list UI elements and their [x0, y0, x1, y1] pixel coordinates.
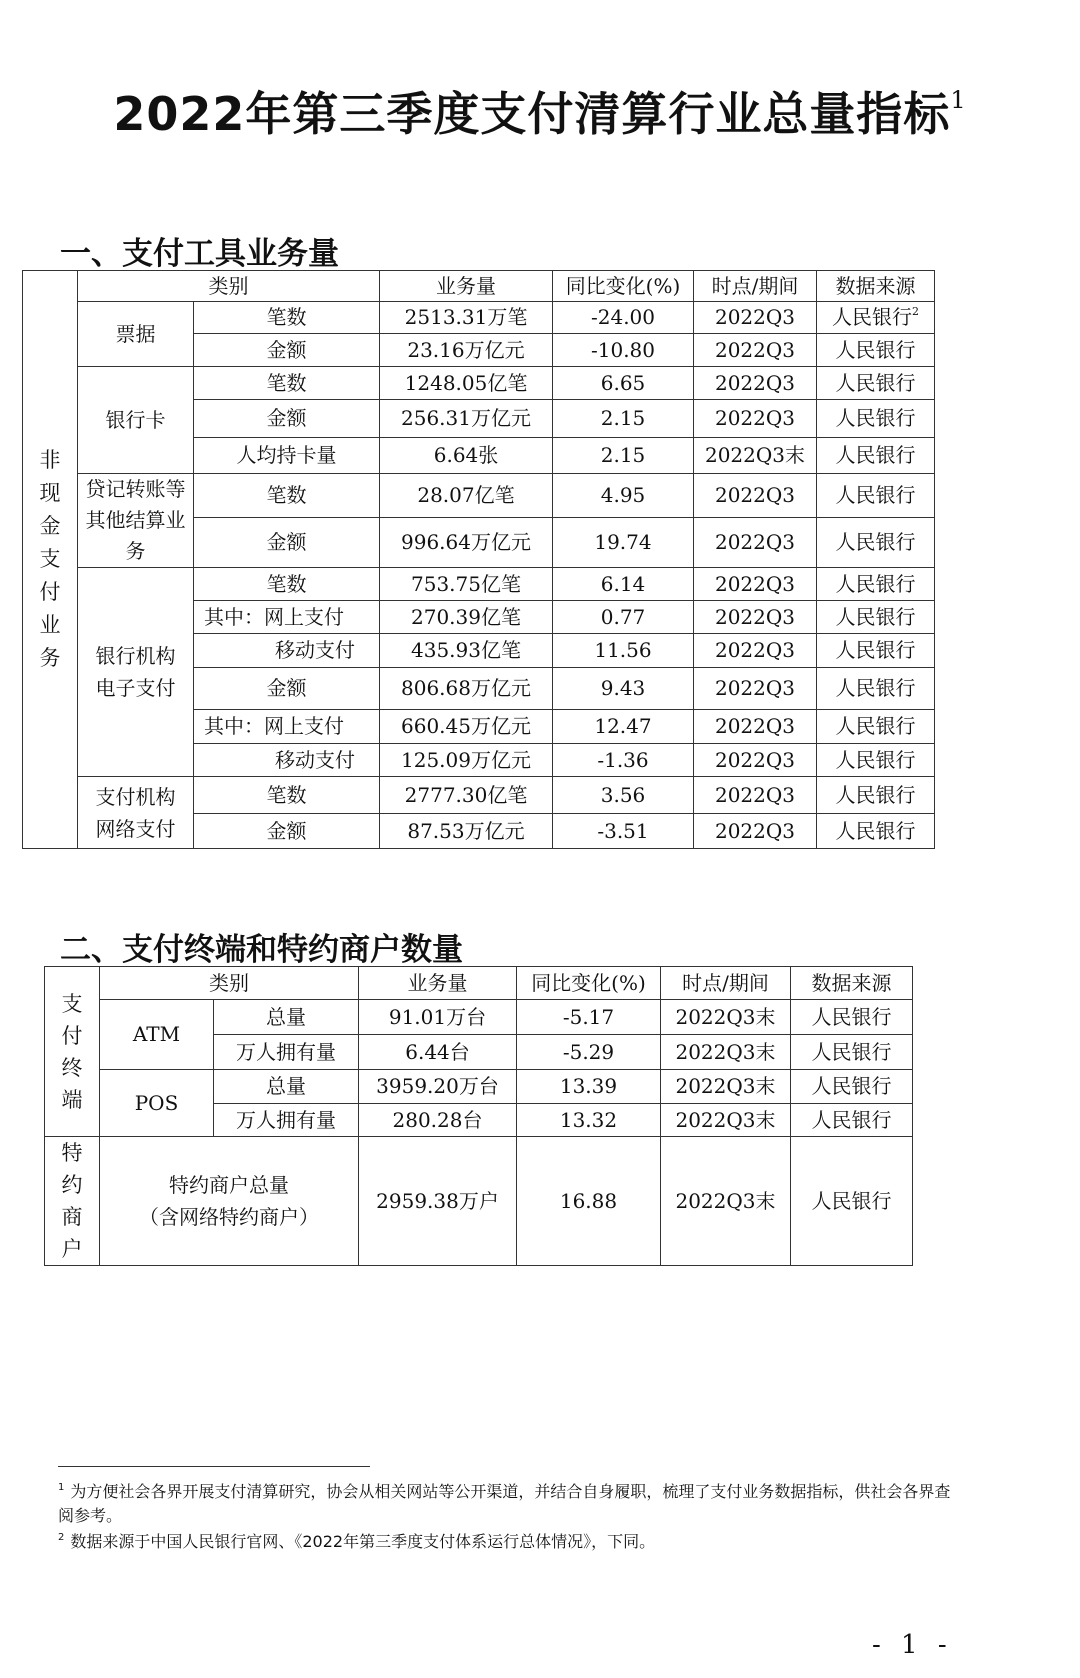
header-source: 数据来源 [791, 967, 913, 1000]
header-yoy: 同比变化(%) [517, 967, 661, 1000]
row-volume: 23.16万亿元 [380, 334, 553, 367]
row-volume: 270.39亿笔 [380, 601, 553, 634]
header-category: 类别 [78, 271, 380, 302]
row-period: 2022Q3 [694, 334, 817, 367]
row-source: 人民银行 [817, 668, 935, 710]
side-label: 非 现 金 支 付 业 务 [23, 271, 78, 849]
row-item: 笔数 [194, 568, 380, 601]
row-yoy: 4.95 [553, 474, 694, 518]
row-item: 金额 [194, 334, 380, 367]
row-item: 人均持卡量 [194, 438, 380, 474]
row-volume: 28.07亿笔 [380, 474, 553, 518]
row-source: 人民银行$^2$ [817, 302, 935, 334]
row-yoy: 11.56 [553, 634, 694, 668]
group-label: 银行卡 [78, 367, 194, 474]
row-yoy: -5.17 [517, 1000, 661, 1035]
row-volume: 280.28台 [359, 1104, 517, 1137]
row-volume: 435.93亿笔 [380, 634, 553, 668]
row-source: 人民银行 [817, 710, 935, 744]
row-volume: 6.64张 [380, 438, 553, 474]
row-source: 人民银行 [817, 334, 935, 367]
row-source: 人民银行 [817, 518, 935, 568]
row-volume: 2513.31万笔 [380, 302, 553, 334]
row-volume: 2959.38万户 [359, 1137, 517, 1266]
header-volume: 业务量 [359, 967, 517, 1000]
row-item: 万人拥有量 [214, 1104, 359, 1137]
header-source: 数据来源 [817, 271, 935, 302]
row-source: 人民银行 [817, 568, 935, 601]
header-volume: 业务量 [380, 271, 553, 302]
page-title: 2022年第三季度支付清算行业总量指标$^1$ [113, 86, 967, 141]
row-period: 2022Q3末 [661, 1137, 791, 1266]
row-source: 人民银行 [817, 634, 935, 668]
row-yoy: 2.15 [553, 438, 694, 474]
payment-tools-table [22, 270, 935, 849]
group-label: 贷记转账等其他结算业务 [78, 474, 194, 568]
group-label: 票据 [78, 302, 194, 367]
row-period: 2022Q3 [694, 777, 817, 814]
row-period: 2022Q3末 [694, 438, 817, 474]
row-yoy: -1.36 [553, 744, 694, 777]
row-item: 其中：网上支付 [194, 710, 380, 744]
row-source: 人民银行 [791, 1104, 913, 1137]
row-period: 2022Q3 [694, 400, 817, 438]
row-volume: 3959.20万台 [359, 1070, 517, 1104]
row-yoy: 13.39 [517, 1070, 661, 1104]
row-yoy: -3.51 [553, 814, 694, 849]
row-period: 2022Q3 [694, 518, 817, 568]
row-period: 2022Q3末 [661, 1070, 791, 1104]
terminal-side-label: 支 付 终 端 [45, 967, 100, 1137]
row-period: 2022Q3 [694, 814, 817, 849]
row-source: 人民银行 [817, 744, 935, 777]
row-source: 人民银行 [817, 400, 935, 438]
row-source: 人民银行 [791, 1070, 913, 1104]
row-source: 人民银行 [791, 1000, 913, 1035]
footnote-divider [58, 1466, 370, 1467]
row-yoy: 0.77 [553, 601, 694, 634]
row-source: 人民银行 [817, 601, 935, 634]
row-item: 移动支付 [194, 744, 380, 777]
row-period: 2022Q3 [694, 474, 817, 518]
row-item: 总量 [214, 1000, 359, 1035]
row-source: 人民银行 [817, 814, 935, 849]
section-1-heading: 一、支付工具业务量 [60, 236, 339, 272]
footnote-1: $^1$ 为方便社会各界开展支付清算研究，协会从相关网站等公开渠道，并结合自身履职，梳理了支付业务数据指标，供社会各界查阅参考。 [58, 1482, 951, 1525]
row-item: 万人拥有量 [214, 1035, 359, 1070]
header-period: 时点/期间 [694, 271, 817, 302]
row-yoy: -24.00 [553, 302, 694, 334]
row-yoy: 12.47 [553, 710, 694, 744]
row-item: 总量 [214, 1070, 359, 1104]
row-source: 人民银行 [817, 438, 935, 474]
group-label: ATM [100, 1000, 214, 1070]
row-period: 2022Q3 [694, 601, 817, 634]
merchant-item [100, 1137, 359, 1266]
row-period: 2022Q3 [694, 668, 817, 710]
footnote-ref: 2 [912, 305, 919, 318]
row-period: 2022Q3 [694, 744, 817, 777]
page-number: - 1 - [872, 1630, 953, 1660]
row-volume: 806.68万亿元 [380, 668, 553, 710]
row-period: 2022Q3 [694, 634, 817, 668]
row-yoy: -10.80 [553, 334, 694, 367]
row-item: 金额 [194, 518, 380, 568]
group-label: POS [100, 1070, 214, 1137]
row-volume: 91.01万台 [359, 1000, 517, 1035]
row-yoy: 6.14 [553, 568, 694, 601]
row-period: 2022Q3末 [661, 1104, 791, 1137]
row-volume: 2777.30亿笔 [380, 777, 553, 814]
merchant-item-line2: （含网络特约商户） [139, 1205, 319, 1229]
row-volume: 256.31万亿元 [380, 400, 553, 438]
section-2-heading: 二、支付终端和特约商户数量 [60, 932, 463, 968]
row-period: 2022Q3 [694, 367, 817, 400]
row-source: 人民银行 [817, 367, 935, 400]
row-yoy: 2.15 [553, 400, 694, 438]
row-period: 2022Q3 [694, 568, 817, 601]
row-period: 2022Q3末 [661, 1000, 791, 1035]
row-yoy: 19.74 [553, 518, 694, 568]
row-volume: 87.53万亿元 [380, 814, 553, 849]
row-volume: 660.45万亿元 [380, 710, 553, 744]
row-item: 笔数 [194, 302, 380, 334]
row-yoy: 3.56 [553, 777, 694, 814]
row-source: 人民银行 [817, 474, 935, 518]
merchant-item-line1: 特约商户总量 [169, 1173, 289, 1197]
row-item: 金额 [194, 668, 380, 710]
row-source: 人民银行 [791, 1137, 913, 1266]
group-label: 支付机构网络支付 [78, 777, 194, 849]
row-item: 笔数 [194, 777, 380, 814]
header-category: 类别 [100, 967, 359, 1000]
merchant-side-label: 特 约 商 户 [45, 1137, 100, 1266]
row-volume: 753.75亿笔 [380, 568, 553, 601]
row-item: 笔数 [194, 474, 380, 518]
footnote-2: $^2$ 数据来源于中国人民银行官网、《2022年第三季度支付体系运行总体情况》，下同。 [58, 1532, 656, 1551]
row-item: 移动支付 [194, 634, 380, 668]
header-period: 时点/期间 [661, 967, 791, 1000]
row-volume: 125.09万亿元 [380, 744, 553, 777]
row-yoy: -5.29 [517, 1035, 661, 1070]
row-period: 2022Q3 [694, 710, 817, 744]
row-yoy: 9.43 [553, 668, 694, 710]
row-item: 金额 [194, 814, 380, 849]
row-volume: 6.44台 [359, 1035, 517, 1070]
row-volume: 1248.05亿笔 [380, 367, 553, 400]
group-label: 银行机构电子支付 [78, 568, 194, 777]
row-item: 金额 [194, 400, 380, 438]
row-item: 笔数 [194, 367, 380, 400]
header-yoy: 同比变化(%) [553, 271, 694, 302]
row-volume: 996.64万亿元 [380, 518, 553, 568]
row-period: 2022Q3 [694, 302, 817, 334]
row-yoy: 16.88 [517, 1137, 661, 1266]
row-period: 2022Q3末 [661, 1035, 791, 1070]
footnote-ref: 1 [950, 86, 967, 114]
row-yoy: 13.32 [517, 1104, 661, 1137]
row-source: 人民银行 [817, 777, 935, 814]
row-item: 其中：网上支付 [194, 601, 380, 634]
row-yoy: 6.65 [553, 367, 694, 400]
terminals-merchants-table [44, 966, 913, 1266]
row-source: 人民银行 [791, 1035, 913, 1070]
